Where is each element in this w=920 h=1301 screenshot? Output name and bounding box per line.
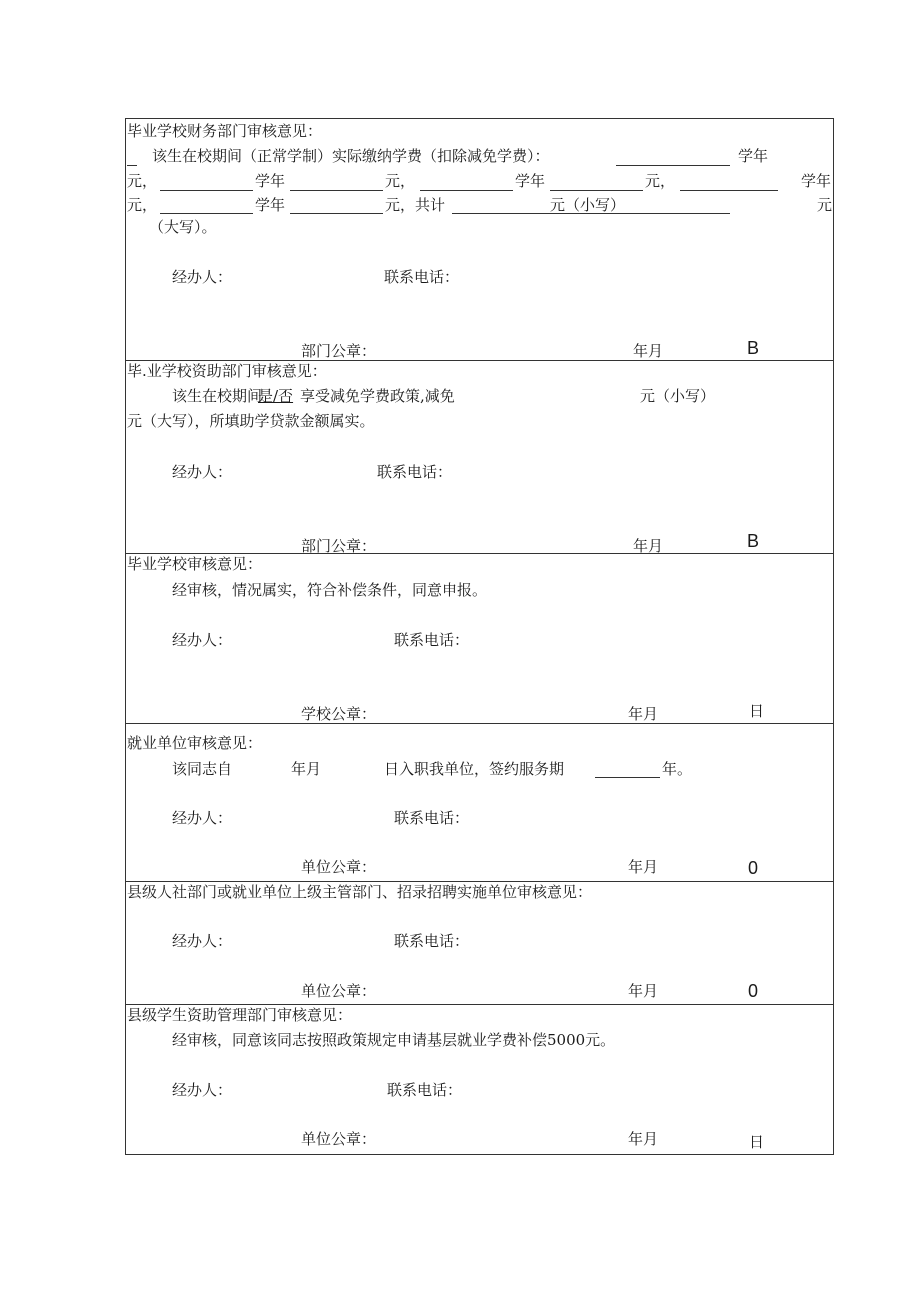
seal-label: 学校公章： <box>301 705 377 723</box>
section-divider <box>125 553 834 554</box>
phone-label: 联系电话： <box>394 809 470 827</box>
label-uppercase-amount: （大写）。 <box>149 218 217 236</box>
service-term-text: 日入职我单位，签约服务期 <box>384 760 565 778</box>
label-xuenian: 学年 <box>738 147 769 165</box>
label-yuan: 元， <box>385 172 416 190</box>
handler-label: 经办人： <box>172 932 233 950</box>
label-yuan: 元， <box>645 172 676 190</box>
phone-label: 联系电话： <box>394 631 470 649</box>
seal-label: 单位公章： <box>301 982 377 1000</box>
date-label: 年月 <box>633 342 664 360</box>
day-mark: 日 <box>749 702 765 720</box>
seal-label: 单位公章： <box>301 858 377 876</box>
date-label: 年月 <box>628 982 659 1000</box>
section-divider <box>125 881 834 882</box>
fill-blank[interactable] <box>420 190 513 191</box>
approval-statement: 经审核，同意该同志按照政策规定申请基层就业学费补偿5000元。 <box>172 1031 616 1049</box>
fill-blank[interactable] <box>680 190 778 191</box>
section-title: 就业单位审核意见： <box>127 734 263 752</box>
label-xuenian: 学年 <box>255 172 286 190</box>
section-title: 县级学生资助管理部门审核意见： <box>127 1006 353 1024</box>
day-mark: 0 <box>748 858 759 878</box>
label-lowercase-amount: 元（小写） <box>550 196 626 214</box>
day-mark: 日 <box>749 1133 765 1151</box>
phone-label: 联系电话： <box>384 268 460 286</box>
label-xuenian: 学年 <box>515 172 546 190</box>
phone-label: 联系电话： <box>394 932 470 950</box>
day-mark: B <box>747 531 760 551</box>
handler-label: 经办人： <box>172 809 233 827</box>
yes-no-option[interactable]: 是/否 <box>258 387 294 405</box>
seal-label: 部门公章： <box>301 342 377 360</box>
section-divider <box>125 360 834 361</box>
date-label: 年月 <box>628 858 659 876</box>
fill-blank[interactable] <box>160 213 253 214</box>
section-title: 县级人社部门或就业单位上级主管部门、招录招聘实施单位审核意见： <box>127 883 593 901</box>
seal-label: 部门公章： <box>301 537 377 555</box>
handler-label: 经办人： <box>172 463 233 481</box>
label-total: 元，共计 <box>385 196 446 214</box>
waiver-policy: 享受减免学费政策,减免 <box>300 387 455 405</box>
date-label: 年月 <box>628 1130 659 1148</box>
label-yuan: 元， <box>127 196 158 214</box>
section-divider <box>125 1004 834 1005</box>
label-year: 年。 <box>662 760 693 778</box>
review-conclusion: 经审核，情况属实，符合补偿条件，同意申报。 <box>172 581 488 599</box>
fill-blank[interactable] <box>290 213 383 214</box>
fill-blank[interactable] <box>616 165 730 166</box>
fill-blank[interactable] <box>290 190 383 191</box>
label-xuenian: 学年 <box>801 172 832 190</box>
section-title: 毕.业学校资助部门审核意见： <box>127 362 327 380</box>
waiver-intro: 该生在校期间 <box>172 387 263 405</box>
loan-statement: 元（大写），所填助学贷款金额属实。 <box>127 412 375 430</box>
day-mark: 0 <box>748 981 759 1001</box>
handler-label: 经办人： <box>172 1081 233 1099</box>
section-title: 毕业学校审核意见： <box>127 555 263 573</box>
fill-blank[interactable] <box>452 213 730 214</box>
fill-blank[interactable] <box>160 190 253 191</box>
section-divider <box>125 723 834 724</box>
label-year-month: 年月 <box>291 760 322 778</box>
date-label: 年月 <box>628 705 659 723</box>
service-years-blank[interactable] <box>595 777 660 778</box>
day-mark: B <box>747 338 760 358</box>
label-lowercase-amount: 元（小写） <box>640 387 716 405</box>
handler-label: 经办人： <box>172 631 233 649</box>
label-xuenian: 学年 <box>255 196 286 214</box>
handler-label: 经办人： <box>172 268 233 286</box>
seal-label: 单位公章： <box>301 1130 377 1148</box>
fill-blank[interactable] <box>550 190 643 191</box>
date-label: 年月 <box>633 537 664 555</box>
label-yuan: 元， <box>127 172 158 190</box>
phone-label: 联系电话： <box>387 1081 463 1099</box>
tuition-statement: 该生在校期间（正常学制）实际缴纳学费（扣除减免学费）： <box>152 147 550 165</box>
fill-blank[interactable] <box>127 165 137 166</box>
start-date-intro: 该同志自 <box>172 760 233 778</box>
section-title: 毕业学校财务部门审核意见： <box>127 122 323 140</box>
phone-label: 联系电话： <box>377 463 453 481</box>
label-yuan: 元 <box>817 196 833 214</box>
